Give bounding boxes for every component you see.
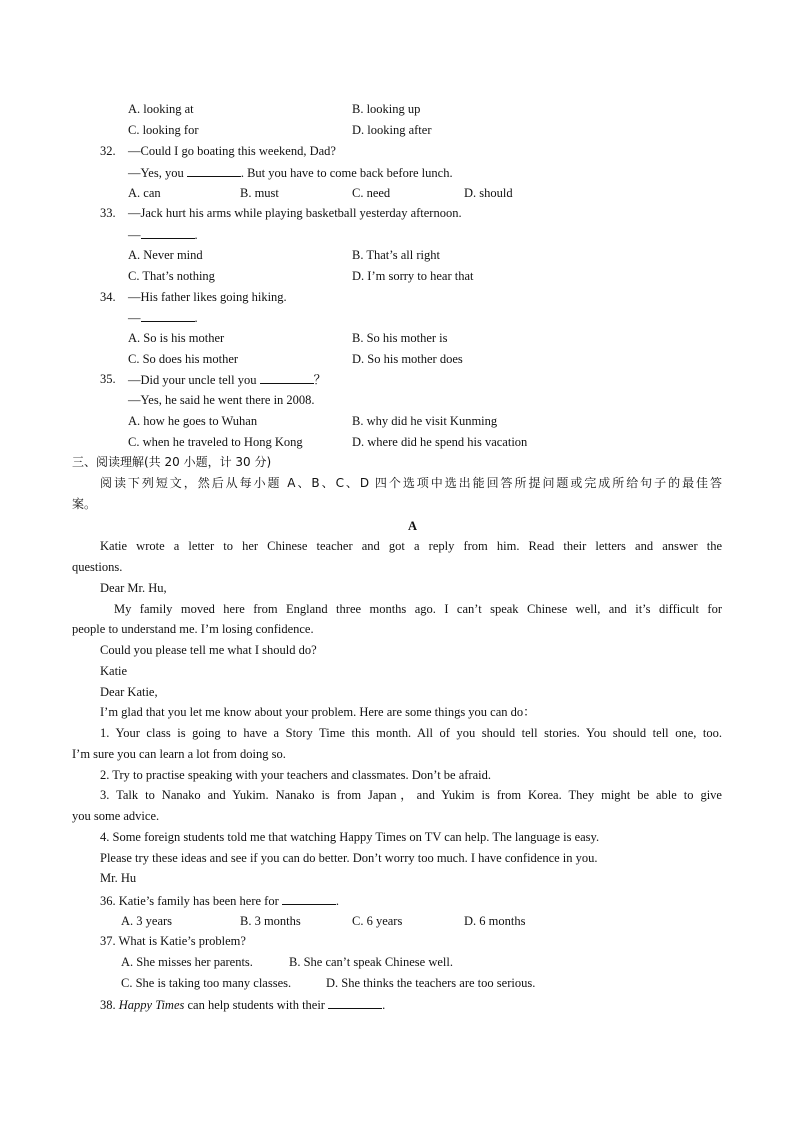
passage-intro: Katie wrote a letter to her Chinese teacher and got a reply from him. Read their letters and answer the	[100, 539, 722, 553]
answer-blank	[328, 996, 382, 1009]
letter2-tip-3: 3. Talk to Nanako and Yukim. Nanako is from Japan，and Yukim is from Korea. They might be able to give	[100, 788, 722, 802]
q31-option-d: D. looking after	[352, 123, 432, 137]
q37-option-b: B. She can’t speak Chinese well.	[289, 955, 453, 969]
letter1-question: Could you please tell me what I should do?	[100, 643, 317, 657]
letter2-tip-1: 1. Your class is going to have a Story Time this month. All of you should tell stories. You should tell one, too.	[100, 726, 722, 740]
q31-option-a: A. looking at	[128, 102, 194, 116]
q33-option-a: A. Never mind	[128, 248, 203, 262]
q32-option-c: C. need	[352, 186, 391, 200]
q35-line1: —Did your uncle tell you ？	[128, 373, 327, 387]
q36-stem: 36. Katie’s family has been here for .	[100, 894, 340, 908]
q32-option-b: B. must	[240, 186, 279, 200]
letter1-greeting: Dear Mr. Hu,	[100, 581, 167, 595]
q36-option-c: C. 6 years	[352, 914, 403, 928]
q31-option-b: B. looking up	[352, 102, 421, 116]
letter1-body-cont: people to understand me. I’m losing confidence.	[72, 622, 314, 636]
letter1-signature: Katie	[100, 664, 128, 678]
letter2-opening: I’m glad that you let me know about your problem. Here are some things you can do：	[100, 705, 536, 719]
letter2-tip-2: 2. Try to practise speaking with your teachers and classmates. Don’t be afraid.	[100, 768, 491, 782]
q35-option-b: B. why did he visit Kunming	[352, 414, 498, 428]
answer-blank	[141, 309, 195, 322]
q32-number: 32.	[100, 144, 116, 158]
section-instruction-cont: 案。	[72, 497, 97, 511]
q33-line1: —Jack hurt his arms while playing basketball yesterday afternoon.	[128, 206, 462, 220]
answer-blank	[260, 371, 314, 384]
q34-line1: —His father likes going hiking.	[128, 290, 287, 304]
answer-blank	[282, 892, 336, 905]
q32-line2: —Yes, you . But you have to come back before lunch.	[128, 166, 453, 180]
q37-stem: 37. What is Katie’s problem?	[100, 934, 246, 948]
q34-line2: — .	[128, 311, 198, 325]
letter2-signature: Mr. Hu	[100, 871, 137, 885]
letter2-greeting: Dear Katie,	[100, 685, 158, 699]
q37-option-d: D. She thinks the teachers are too serious.	[326, 976, 536, 990]
section-instruction: 阅读下列短文，然后从每小题 A、B、C、D 四个选项中选出能回答所提问题或完成所给句子的最佳答	[100, 476, 722, 490]
q32-option-d: D. should	[464, 186, 513, 200]
answer-blank	[187, 164, 241, 177]
q32-option-a: A. can	[128, 186, 161, 200]
q37-option-a: A. She misses her parents.	[121, 955, 253, 969]
q33-option-b: B. That’s all right	[352, 248, 440, 262]
q34-option-a: A. So is his mother	[128, 331, 225, 345]
q35-option-d: D. where did he spend his vacation	[352, 435, 528, 449]
q33-option-d: D. I’m sorry to hear that	[352, 269, 474, 283]
q35-number: 35.	[100, 372, 116, 386]
q36-option-a: A. 3 years	[121, 914, 173, 928]
letter2-closing: Please try these ideas and see if you can do better. Don’t worry too much. I have confidence in you.	[100, 851, 598, 865]
letter2-tip-1-cont: I’m sure you can learn a lot from doing so.	[72, 747, 286, 761]
passage-intro-cont: questions.	[72, 560, 123, 574]
passage-title: A	[408, 519, 418, 533]
section-heading: 三、阅读理解(共 20 小题，计 30 分)	[72, 455, 272, 469]
q32-line1: —Could I go boating this weekend, Dad?	[128, 144, 336, 158]
q36-option-d: D. 6 months	[464, 914, 526, 928]
q35-line2: —Yes, he said he went there in 2008.	[128, 393, 315, 407]
q35-option-a: A. how he goes to Wuhan	[128, 414, 258, 428]
letter2-tip-3-cont: you some advice.	[72, 809, 160, 823]
q37-option-c: C. She is taking too many classes.	[121, 976, 292, 990]
answer-blank	[141, 226, 195, 239]
letter1-body: My family moved here from England three months ago. I can’t speak Chinese well, and it’s difficult for	[114, 602, 722, 616]
q36-option-b: B. 3 months	[240, 914, 301, 928]
q34-option-d: D. So his mother does	[352, 352, 463, 366]
letter2-tip-4: 4. Some foreign students told me that watching Happy Times on TV can help. The language is easy.	[100, 830, 600, 844]
q33-option-c: C. That’s nothing	[128, 269, 215, 283]
q31-option-c: C. looking for	[128, 123, 199, 137]
q34-option-c: C. So does his mother	[128, 352, 239, 366]
q35-option-c: C. when he traveled to Hong Kong	[128, 435, 303, 449]
q33-line2: — .	[128, 228, 198, 242]
q34-number: 34.	[100, 290, 116, 304]
q33-number: 33.	[100, 206, 116, 220]
q34-option-b: B. So his mother is	[352, 331, 448, 345]
q38-stem: 38. Happy Times can help students with their .	[100, 998, 386, 1012]
